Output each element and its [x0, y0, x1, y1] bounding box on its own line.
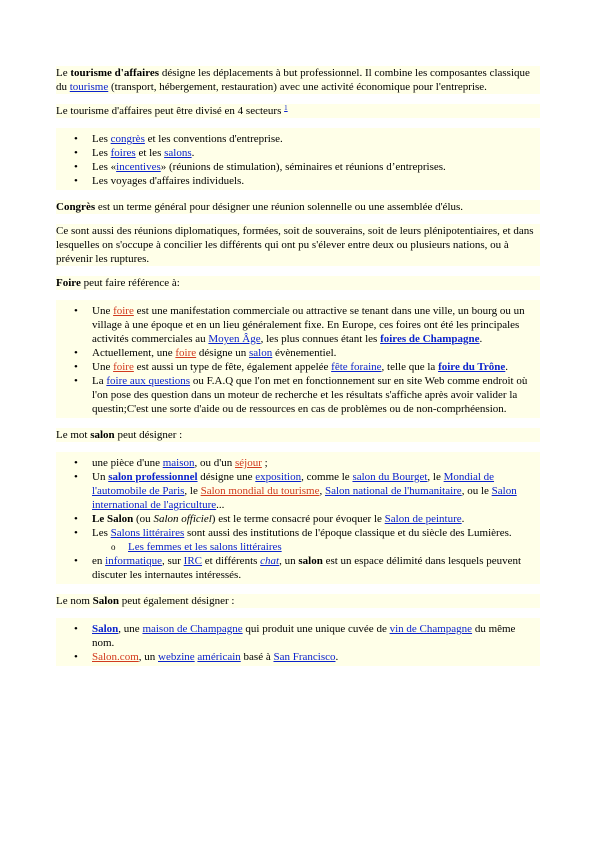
link-foires[interactable]: foires: [110, 147, 136, 159]
list-item: • Les voyages d'affaires individuels.: [74, 175, 245, 187]
link-salon[interactable]: salon: [249, 347, 273, 359]
list-item: • une pièce d'une maison, ou d'un séjour ;: [74, 457, 268, 469]
link-vin-de-champagne[interactable]: vin de Champagne: [389, 623, 473, 635]
link-webzine[interactable]: webzine: [158, 651, 195, 663]
bullet-icon: •: [74, 513, 78, 525]
intro-paragraph: [56, 66, 540, 94]
link-maison-de-champagne[interactable]: maison de Champagne: [142, 623, 243, 635]
link-salon-champagne[interactable]: Salon: [92, 623, 119, 635]
bullet-icon: •: [74, 651, 78, 663]
bullet-icon: •: [74, 471, 78, 483]
bullet-icon: •: [74, 457, 78, 469]
bullet-icon: •: [74, 361, 78, 373]
text: (transport, hébergement, restauration) avec une activité économique pour l'entreprise.: [108, 81, 487, 93]
link-exposition[interactable]: exposition: [255, 471, 302, 483]
bullet-icon: •: [74, 527, 78, 539]
bullet-icon: •: [74, 133, 78, 145]
link-foire[interactable]: foire: [175, 347, 197, 359]
link-salons-litteraires[interactable]: Salons littéraires: [110, 527, 185, 539]
foire-list: [56, 300, 540, 418]
bullet-icon: •: [74, 555, 78, 567]
bold-term: Salon: [92, 595, 119, 607]
link-americain[interactable]: américain: [197, 651, 241, 663]
salon-paragraph: Le mot salon peut désigner :: [56, 428, 540, 442]
footnote-link[interactable]: 1: [284, 104, 288, 112]
link-foire-aux-questions[interactable]: foire aux questions: [106, 375, 191, 387]
bold-term: salon: [298, 555, 323, 567]
list-item: • Salon, une maison de Champagne qui produit une unique cuvée de vin de Champagne du même nom.: [74, 623, 516, 649]
list-item: • La foire aux questions ou F.A.Q que l'on met en fonctionnement sur en site Web comme endroit où l'on pose des question dans un moteur de recherche et les résultats s'affiche après avoir valider la questin;C'est une sorte d'aide ou de ressources en cas de problèmes ou de non-comprhéension.: [74, 375, 528, 415]
list-item: • Les Salons littéraires sont aussi des institutions de l'époque classique et du siècle des Lumières.: [74, 527, 512, 539]
link-irc[interactable]: IRC: [183, 555, 203, 567]
link-femmes-salons-litteraires[interactable]: Les femmes et les salons littéraires: [128, 541, 282, 553]
link-fete-foraine[interactable]: fête foraine: [331, 361, 382, 373]
salon-nom-paragraph: Le nom Salon peut également désigner :: [56, 594, 540, 608]
link-incentives[interactable]: incentives: [116, 161, 161, 173]
list-item: • Les «incentives» (réunions de stimulation), séminaires et réunions d’entreprises.: [74, 161, 446, 173]
bullet-icon: •: [74, 623, 78, 635]
bullet-icon: •: [74, 375, 78, 387]
bold-term: Congrès: [56, 201, 96, 213]
link-salon-humanitaire[interactable]: Salon national de l'humanitaire: [324, 485, 462, 497]
list-item: • Les congrès et les conventions d'entreprise.: [74, 133, 283, 145]
link-informatique[interactable]: informatique: [105, 555, 162, 567]
link-salon-professionnel[interactable]: salon professionnel: [108, 471, 198, 483]
link-foire[interactable]: foire: [113, 361, 134, 373]
list-item: • Salon.com, un webzine américain basé à San Francisco.: [74, 651, 339, 663]
salon-list: [56, 452, 540, 584]
sectors-paragraph: [56, 104, 540, 118]
link-salon-agriculture[interactable]: Salon international de l'agriculture: [92, 485, 517, 511]
link-tourisme[interactable]: tourisme: [69, 81, 109, 93]
link-moyen-age[interactable]: Moyen Âge: [208, 333, 261, 345]
link-salon-de-peinture[interactable]: Salon de peinture: [384, 513, 462, 525]
list-item: • Le Salon (ou Salon officiel) est le terme consacré pour évoquer le Salon de peinture.: [74, 513, 465, 525]
sectors-list: [56, 128, 540, 190]
link-sejour[interactable]: séjour: [234, 457, 262, 469]
list-item: • Actuellement, une foire désigne un salon évènementiel.: [74, 347, 337, 359]
diplomatic-paragraph: Ce sont aussi des réunions diplomatiques, formées, soit de souverains, soit de leurs plénipotentiaires, et dans lesquelles on s'occupe à concilier les différents qui ont pu s'élever entre deux ou plusieurs nations, ou à prévenir les ruptures.: [56, 224, 540, 266]
link-foire-du-trone[interactable]: foire du Trône: [438, 361, 506, 373]
document-page: [56, 66, 540, 676]
link-salon-mondial-tourisme[interactable]: Salon mondial du tourisme: [200, 485, 320, 497]
bullet-icon: •: [74, 147, 78, 159]
bold-term: salon: [90, 429, 115, 441]
list-item: • Les foires et les salons.: [74, 147, 195, 159]
list-item: • Une foire est aussi un type de fête, également appelée fête foraine, telle que la foire du Trône.: [74, 361, 509, 373]
list-item: • en informatique, sur IRC et différents chat, un salon est un espace délimité dans lesquels peuvent discuter les internautes intéressés.: [74, 555, 522, 581]
bullet-icon: •: [74, 305, 78, 317]
bold-term: Foire: [56, 277, 81, 289]
link-san-francisco[interactable]: San Francisco: [273, 651, 336, 663]
text: Le tourisme d'affaires peut être divisé en 4 secteurs: [56, 105, 285, 117]
text: Le: [56, 67, 71, 79]
link-chat[interactable]: chat: [260, 555, 280, 567]
circle-bullet-icon: o: [111, 542, 116, 552]
link-maison[interactable]: maison: [162, 457, 195, 469]
link-foire[interactable]: foire: [113, 305, 134, 317]
text: désigne les déplacements à but professionnel. Il combine les composantes classique du: [56, 67, 530, 93]
list-item: • Une foire est une manifestation commerciale ou attractive se tenant dans une ville, un bourg ou un village à une époque et en un lieu généralement fixe. En Europe, ces foires ont été les principales activités commerciales au Moyen Âge, les plus connues étant les foires de Champagne.: [74, 305, 525, 345]
link-salon-com[interactable]: Salon.com: [92, 651, 139, 663]
bullet-icon: •: [74, 347, 78, 359]
link-mondial-automobile[interactable]: Mondial de l'automobile de Paris: [92, 471, 495, 497]
link-salon-du-bourget[interactable]: salon du Bourget: [352, 471, 428, 483]
bold-term: tourisme d'affaires: [70, 67, 160, 79]
sub-list-item: [56, 540, 540, 554]
link-congres[interactable]: congrès: [110, 133, 145, 145]
salon-nom-list: [56, 618, 540, 666]
bullet-icon: •: [74, 175, 78, 187]
link-salons[interactable]: salons: [164, 147, 192, 159]
congres-paragraph: Congrès est un terme général pour désigner une réunion solennelle ou une assemblée d'élus.: [56, 200, 540, 214]
bullet-icon: •: [74, 161, 78, 173]
bold-term: Le Salon: [92, 513, 134, 525]
link-foires-de-champagne[interactable]: foires de Champagne: [380, 333, 480, 345]
foire-paragraph: Foire peut faire référence à:: [56, 276, 540, 290]
list-item: • Un salon professionnel désigne une exposition, comme le salon du Bourget, le Mondial de l'automobile de Paris, le Salon mondial du tourisme, Salon national de l'humanitaire, ou le Salon international de l'agriculture...: [74, 471, 517, 511]
